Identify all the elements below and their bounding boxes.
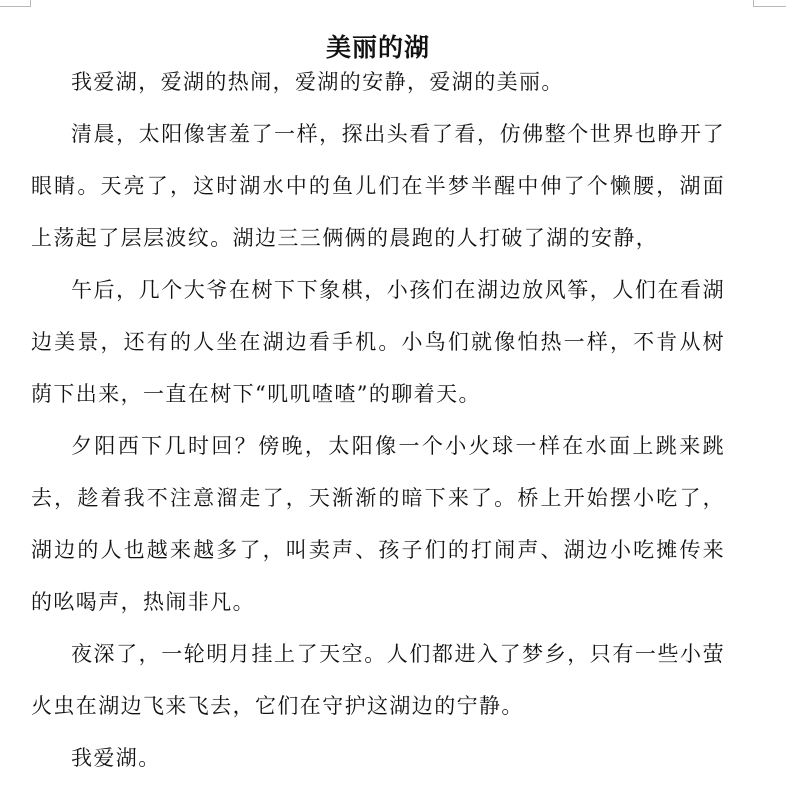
crop-mark-top-right	[753, 0, 786, 7]
paragraph-3: 午后，几个大爷在树下下象棋，小孩们在湖边放风筝，人们在看湖边美景，还有的人坐在湖边看手机。小鸟们就像怕热一样，不肯从树荫下出来，一直在树下“叽叽喳喳”的聊着天。	[31, 278, 725, 406]
paragraph-6: 我爱湖。	[71, 746, 161, 770]
paragraph-4: 夕阳西下几时回？傍晚，太阳像一个小火球一样在水面上跳来跳去，趁着我不注意溜走了，天渐渐的暗下来了。桥上开始摆小吃了，湖边的人也越来越多了，叫卖声、孩子们的打闹声、湖边小吃摊传来的吆喝声，热闹非凡。	[31, 434, 725, 614]
paragraph-1: 我爱湖，爱湖的热闹，爱湖的安静，爱湖的美丽。	[71, 70, 564, 94]
page-title: 美丽的湖	[325, 32, 430, 62]
crop-mark-top-left	[0, 0, 31, 7]
essay-body	[31, 56, 725, 784]
paragraph-5: 夜深了，一轮明月挂上了天空。人们都进入了梦乡，只有一些小萤火虫在湖边飞来飞去，它们在守护这湖边的宁静。	[31, 642, 725, 718]
paragraph-2: 清晨，太阳像害羞了一样，探出头看了看，仿佛整个世界也睁开了眼睛。天亮了，这时湖水中的鱼儿们在半梦半醒中伸了个懒腰，湖面上荡起了层层波纹。湖边三三俩俩的晨跑的人打破了湖的安静，	[31, 122, 725, 250]
